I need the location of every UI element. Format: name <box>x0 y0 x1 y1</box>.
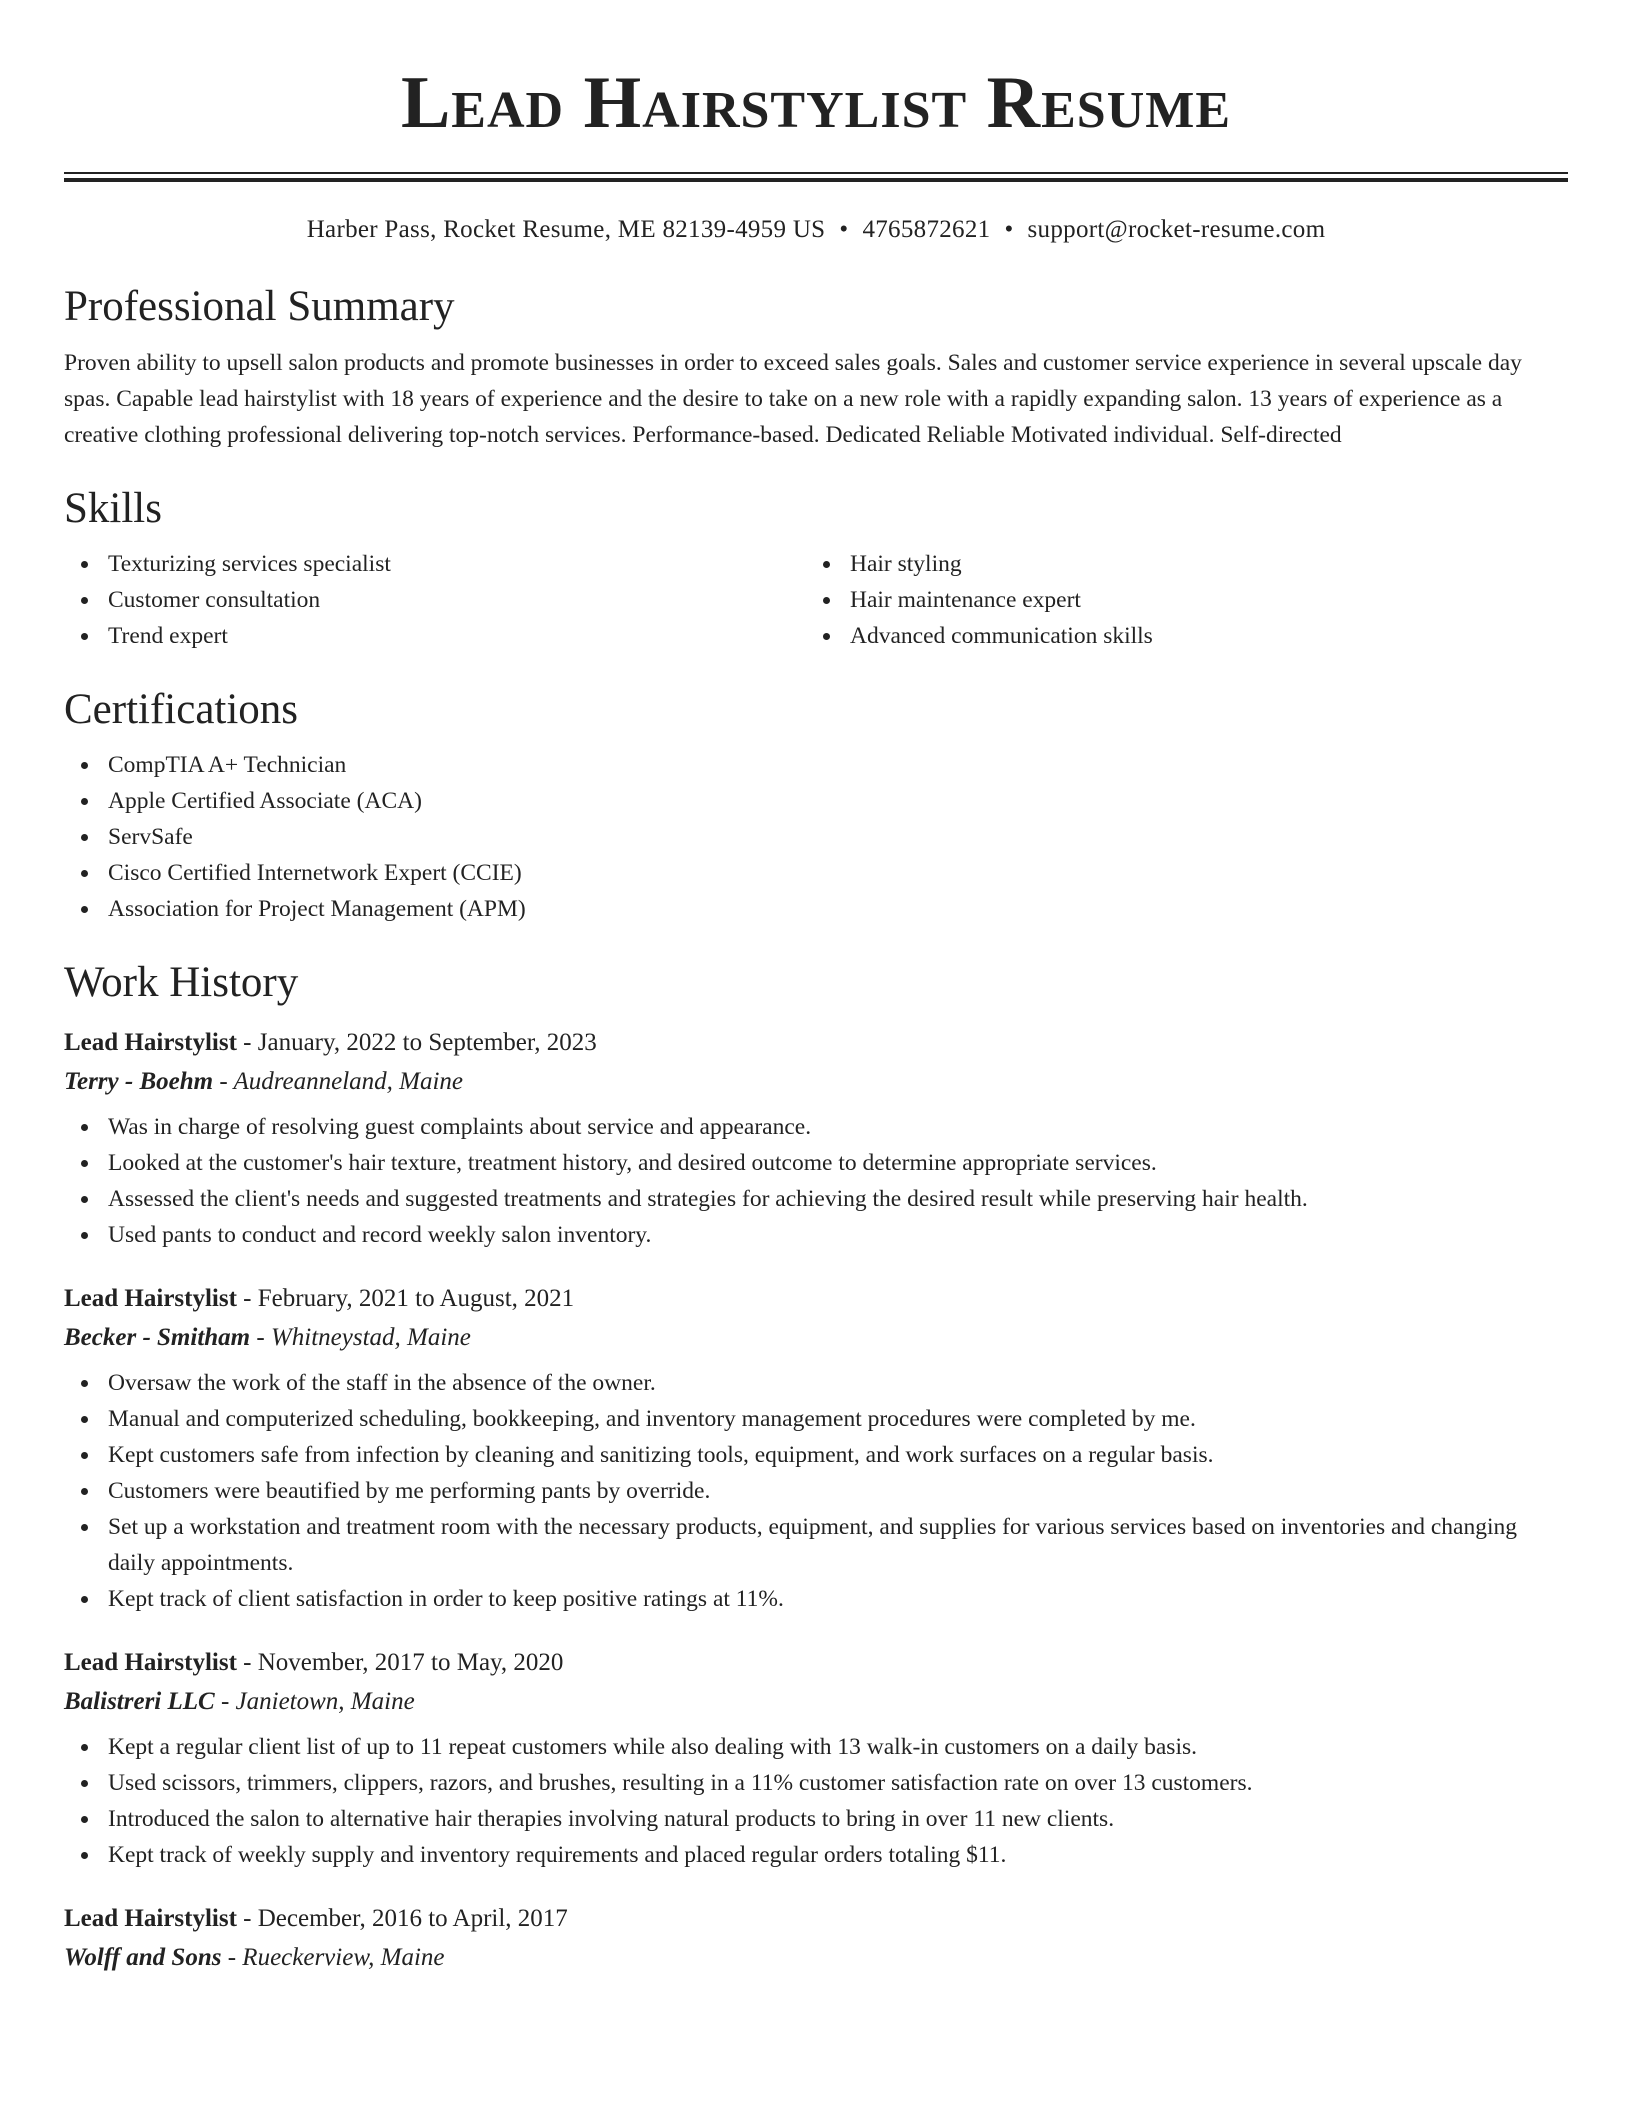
job-title-line: Lead Hairstylist - January, 2022 to September, 2023 <box>64 1029 597 1056</box>
work-history-section <box>64 961 1568 1970</box>
job-role: Lead Hairstylist <box>64 1029 237 1056</box>
job-company-line: Balistreri LLC - Janietown, Maine <box>64 1688 415 1715</box>
job-company-line: Terry - Boehm - Audreanneland, Maine <box>64 1068 464 1095</box>
contact-phone: 4765872621 <box>862 216 991 243</box>
work-history-heading: Work History <box>64 959 299 1006</box>
job-dates: December, 2016 to April, 2017 <box>257 1905 568 1932</box>
certifications-list <box>64 747 1568 927</box>
job-duty: Kept track of client satisfaction in order to keep positive ratings at 11%. <box>64 1581 1568 1617</box>
contact-email: support@rocket-resume.com <box>1027 216 1326 243</box>
skill-item: Customer consultation <box>64 582 806 618</box>
title-divider <box>64 172 1568 182</box>
job-duty: Used pants to conduct and record weekly salon inventory. <box>64 1217 1568 1253</box>
job-entry <box>64 1030 1568 1253</box>
job-duty: Manual and computerized scheduling, bookkeeping, and inventory management procedures were completed by me. <box>64 1401 1568 1437</box>
job-duty: Introduced the salon to alternative hair therapies involving natural products to bring in over 11 new clients. <box>64 1801 1568 1837</box>
page-title: Lead Hairstylist Resume <box>400 62 1232 144</box>
job-duty: Kept customers safe from infection by cleaning and sanitizing tools, equipment, and work surfaces on a regular basis. <box>64 1437 1568 1473</box>
job-duties <box>64 1729 1568 1873</box>
summary-text: Proven ability to upsell salon products and promote businesses in order to exceed sales goals. Sales and customer service experience in several upscale day spas. Capable lead hairstylist with 18 years of experience and the desire to take on a new role with a rapidly expanding salon. 13 years of experience as a creative clothing professional delivering top-notch services. Performance-based. Dedicated Reliable Motivated individual. Self-directed <box>64 350 1522 448</box>
job-role: Lead Hairstylist <box>64 1285 237 1312</box>
job-duty: Customers were beautified by me performing pants by override. <box>64 1473 1568 1509</box>
skills-heading: Skills <box>64 485 162 532</box>
job-company: Terry - Boehm <box>64 1068 214 1095</box>
job-duty: Kept a regular client list of up to 11 repeat customers while also dealing with 13 walk-in customers on a daily basis. <box>64 1729 1568 1765</box>
certification-item: CompTIA A+ Technician <box>64 747 1568 783</box>
job-dates: November, 2017 to May, 2020 <box>257 1649 564 1676</box>
skill-item: Hair styling <box>806 546 1548 582</box>
skills-grid <box>64 546 1568 654</box>
job-location: Janietown, Maine <box>235 1688 415 1715</box>
job-entry <box>64 1286 1568 1617</box>
job-entry <box>64 1906 1568 1970</box>
job-company-line: Wolff and Sons - Rueckerview, Maine <box>64 1944 445 1971</box>
job-company-line: Becker - Smitham - Whitneystad, Maine <box>64 1324 471 1351</box>
summary-heading: Professional Summary <box>64 283 455 330</box>
certification-item: Apple Certified Associate (ACA) <box>64 783 1568 819</box>
job-title-line: Lead Hairstylist - November, 2017 to May, 2020 <box>64 1649 564 1676</box>
certification-item: Association for Project Management (APM) <box>64 891 1568 927</box>
certification-item: Cisco Certified Internetwork Expert (CCIE) <box>64 855 1568 891</box>
job-title-line: Lead Hairstylist - February, 2021 to August, 2021 <box>64 1285 575 1312</box>
job-duty: Kept track of weekly supply and inventory requirements and placed regular orders totaling $11. <box>64 1837 1568 1873</box>
contact-line <box>64 217 1568 242</box>
job-duty: Used scissors, trimmers, clippers, razors, and brushes, resulting in a 11% customer satisfaction rate on over 13 customers. <box>64 1765 1568 1801</box>
job-duty: Set up a workstation and treatment room with the necessary products, equipment, and supplies for various services based on inventories and changing daily appointments. <box>64 1509 1568 1581</box>
job-title-line: Lead Hairstylist - December, 2016 to April, 2017 <box>64 1905 568 1932</box>
job-location: Rueckerview, Maine <box>242 1944 445 1971</box>
job-company: Balistreri LLC <box>64 1688 215 1715</box>
skill-item: Texturizing services specialist <box>64 546 806 582</box>
job-duty: Oversaw the work of the staff in the absence of the owner. <box>64 1365 1568 1401</box>
job-company: Wolff and Sons <box>64 1944 222 1971</box>
job-location: Audreanneland, Maine <box>233 1068 464 1095</box>
certification-item: ServSafe <box>64 819 1568 855</box>
skills-section <box>64 487 1568 654</box>
summary-section <box>64 285 1568 453</box>
job-entry <box>64 1650 1568 1873</box>
job-duties <box>64 1365 1568 1617</box>
job-duty: Was in charge of resolving guest complaints about service and appearance. <box>64 1109 1568 1145</box>
skill-item: Hair maintenance expert <box>806 582 1548 618</box>
skills-list-right <box>806 546 1548 654</box>
skills-list-left <box>64 546 806 654</box>
job-role: Lead Hairstylist <box>64 1905 237 1932</box>
certifications-section <box>64 688 1568 927</box>
job-dates: January, 2022 to September, 2023 <box>257 1029 597 1056</box>
skill-item: Advanced communication skills <box>806 618 1548 654</box>
certifications-heading: Certifications <box>64 686 299 733</box>
job-duty: Assessed the client's needs and suggested treatments and strategies for achieving the desired result while preserving hair health. <box>64 1181 1568 1217</box>
contact-separator: • <box>839 216 849 243</box>
job-location: Whitneystad, Maine <box>270 1324 471 1351</box>
job-duties <box>64 1109 1568 1253</box>
job-role: Lead Hairstylist <box>64 1649 237 1676</box>
job-dates: February, 2021 to August, 2021 <box>257 1285 575 1312</box>
job-duty: Looked at the customer's hair texture, treatment history, and desired outcome to determine appropriate services. <box>64 1145 1568 1181</box>
skill-item: Trend expert <box>64 618 806 654</box>
contact-separator: • <box>1004 216 1014 243</box>
job-company: Becker - Smitham <box>64 1324 251 1351</box>
contact-address: Harber Pass, Rocket Resume, ME 82139-4959 US <box>306 216 826 243</box>
